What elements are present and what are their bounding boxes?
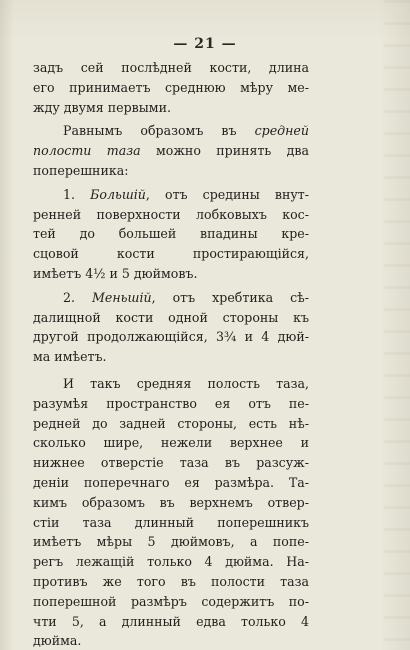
italic-term: средней (254, 123, 309, 139)
text-line: стіи таза длинный поперешникъ (33, 514, 309, 530)
italic-term: Меньшій (92, 289, 152, 305)
text-fragment: 2. (63, 289, 93, 305)
text-line: ма имѣетъ. (33, 349, 107, 365)
text-line: далищной кости одной стороны къ (33, 309, 309, 325)
text-line: его принимаетъ среднюю мѣру ме- (33, 79, 309, 95)
text-line: другой продолжающійся, 3¾ и 4 дюй- (33, 329, 309, 345)
text-line: задъ сей послѣдней кости, длина (33, 60, 309, 75)
text-line: И такъ средняя полость таза, (63, 375, 309, 391)
text-line (33, 185, 309, 205)
text-line: имѣетъ 4½ и 5 дюймовъ. (33, 265, 198, 281)
text-fragment: , отъ средины внут- (145, 186, 309, 202)
text-fragment: 1. (63, 186, 91, 202)
text-line: поперешной размѣръ содержитъ по- (33, 593, 309, 609)
text-line: регъ лежащій только 4 дюйма. На- (33, 554, 309, 570)
text-line: тей до большей впадины кре- (33, 226, 309, 242)
italic-term: полости таза (33, 143, 141, 159)
text-line: имѣетъ мѣры 5 дюймовъ, а попе- (33, 534, 309, 550)
text-line: редней до задней стороны, есть нѣ- (33, 415, 309, 431)
text-line: противъ же того въ полости таза (33, 573, 309, 589)
text-line: разумѣя пространство ея отъ пе- (33, 395, 309, 411)
text-line: чти 5, а длинный едва только 4 (33, 613, 309, 629)
italic-term: Большій (90, 186, 146, 202)
text-fragment: Равнымъ образомъ въ (63, 123, 255, 139)
text-fragment: , отъ хребтика сѣ- (151, 289, 309, 305)
text-line: сколько шире, нежели верхнее и (33, 435, 309, 451)
body-text (33, 58, 309, 650)
text-line (33, 121, 309, 141)
text-line: дюйма. (33, 633, 82, 649)
text-line (33, 288, 309, 308)
text-fragment: можно принять два (140, 143, 309, 159)
text-line: ренней поверхности лобковыхъ кос- (33, 206, 309, 222)
page-number: — 21 — (173, 36, 237, 52)
text-line (33, 141, 309, 161)
text-line: кимъ образомъ въ верхнемъ отвер- (33, 494, 309, 510)
text-line: деніи поперечнаго ея размѣра. Та- (33, 474, 309, 490)
text-line: нижнее отверстіе таза въ разсуж- (33, 455, 309, 471)
show-through-shading (384, 0, 410, 650)
text-line: жду двумя первыми. (33, 99, 171, 115)
text-line: сцовой кости простирающійся, (33, 246, 309, 262)
text-line: поперешника: (33, 162, 129, 178)
